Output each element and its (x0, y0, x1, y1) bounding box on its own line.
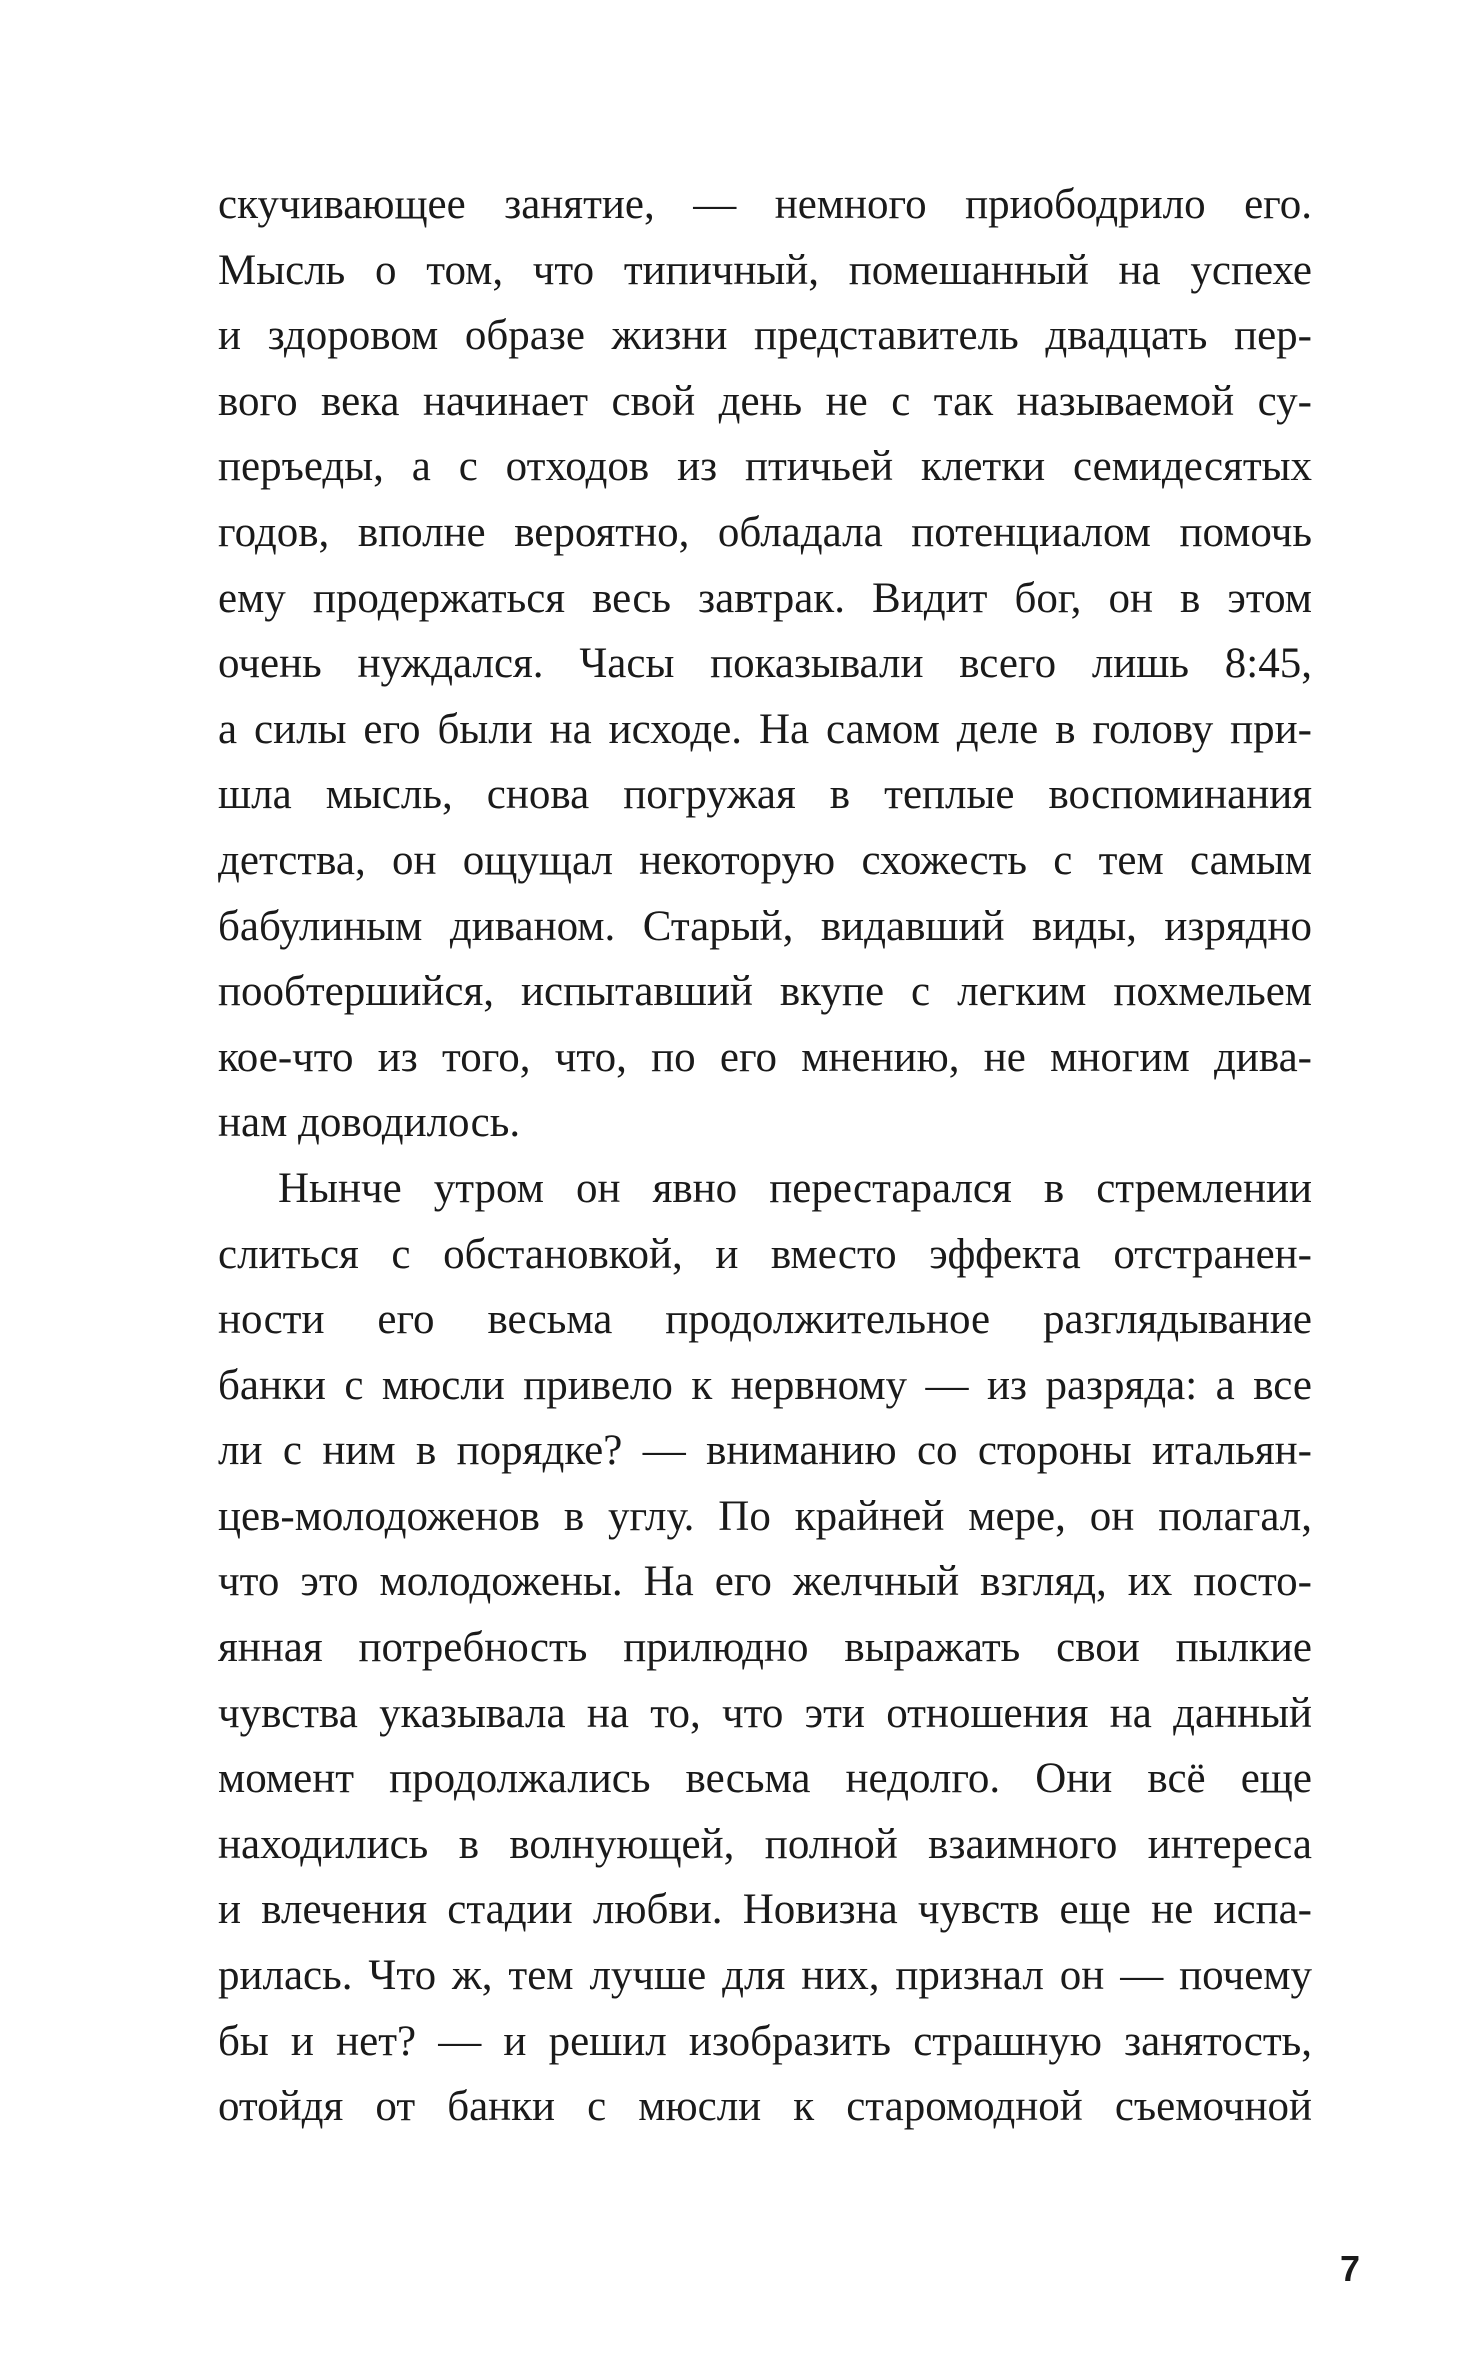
text-line: пообтершийся, испытавший вкупе с легким похмельем (218, 968, 1312, 1016)
text-line: детства, он ощущал некоторую схожесть с тем самым (218, 836, 1312, 884)
text-line: очень нуждался. Часы показывали всего лишь 8:45, (218, 640, 1312, 688)
text-line: Нынче утром он явно перестарался в стремлении (278, 1164, 1312, 1212)
text-line: нам доводилось. (218, 1099, 521, 1147)
text-line: бы и нет? — и решил изобразить страшную занятость, (218, 2017, 1312, 2065)
text-line: отойдя от банки с мюсли к старомодной съемочной (218, 2083, 1312, 2131)
text-line: годов, вполне вероятно, обладала потенциалом помочь (218, 508, 1312, 556)
text-line: перъеды, а с отходов из птичьей клетки семидесятых (218, 443, 1312, 491)
paragraph (218, 172, 1312, 1156)
text-line: ности его весьма продолжительное разглядывание (218, 1296, 1312, 1344)
text-line: ему продержаться весь завтрак. Видит бог, он в этом (218, 574, 1312, 622)
text-line: ли с ним в порядке? — вниманию со стороны итальян- (218, 1427, 1312, 1475)
text-line: момент продолжались весьма недолго. Они всё еще (218, 1755, 1312, 1803)
text-line: и здоровом образе жизни представитель двадцать пер- (218, 312, 1312, 360)
text-line: Мысль о том, что типичный, помешанный на успехе (218, 246, 1312, 294)
text-line: слиться с обстановкой, и вместо эффекта отстранен- (218, 1230, 1312, 1278)
text-line: находились в волнующей, полной взаимного интереса (218, 1820, 1312, 1868)
text-line: янная потребность прилюдно выражать свои пылкие (218, 1624, 1312, 1672)
body-text (218, 172, 1312, 2140)
text-line: шла мысль, снова погружая в теплые воспоминания (218, 771, 1312, 819)
text-line: бабулиным диваном. Старый, видавший виды, изрядно (218, 902, 1312, 950)
text-line: банки с мюсли привело к нервному — из разряда: а все (218, 1361, 1312, 1409)
text-line: вого века начинает свой день не с так называемой су- (218, 377, 1312, 425)
paragraph (218, 1156, 1312, 2140)
text-line: и влечения стадии любви. Новизна чувств еще не испа- (218, 1886, 1312, 1934)
text-line: цев-молодоженов в углу. По крайней мере, он полагал, (218, 1492, 1312, 1540)
text-line: чувства указывала на то, что эти отношения на данный (218, 1689, 1312, 1737)
text-line: что это молодожены. На его желчный взгляд, их посто- (218, 1558, 1312, 1606)
text-line: рилась. Что ж, тем лучше для них, признал он — почему (218, 1952, 1312, 2000)
text-line: кое-что из того, что, по его мнению, не многим дива- (218, 1033, 1312, 1081)
text-line: скучивающее занятие, — немного приободрило его. (218, 181, 1312, 228)
page-number: 7 (1340, 2248, 1361, 2289)
text-line: а силы его были на исходе. На самом деле в голову при- (218, 705, 1312, 753)
